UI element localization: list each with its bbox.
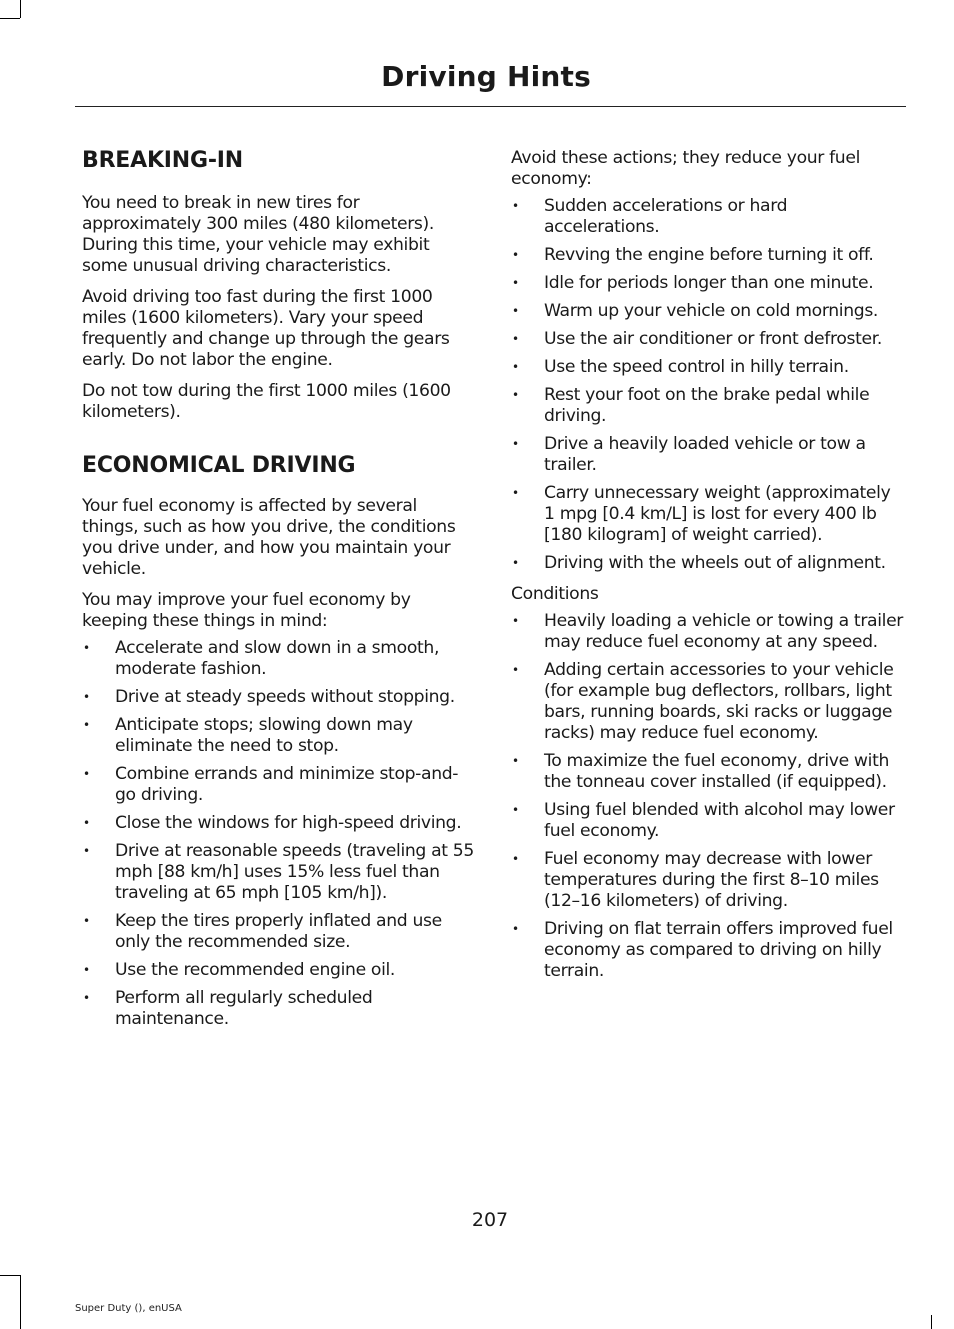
list-item: • Idle for periods longer than one minute. xyxy=(512,273,874,293)
list-item: • Heavily loading a vehicle or towing a trailer may reduce fuel economy at any speed. xyxy=(512,611,904,652)
crop-mark xyxy=(0,18,20,19)
list-item: • Accelerate and slow down in a smooth, moderate fashion. xyxy=(83,638,440,679)
list-item: • Adding certain accessories to your vehicle (for example bug deflectors, rollbars, light bars, running boards, ski racks or luggage racks) may reduce fuel economy. xyxy=(512,660,894,743)
list-item: • Using fuel blended with alcohol may lower fuel economy. xyxy=(512,800,895,841)
breaking-in-heading: BREAKING-IN xyxy=(82,148,243,173)
bullet-icon: • xyxy=(512,332,519,346)
breaking-in-paragraph: Do not tow during the first 1000 miles (1600 kilometers). xyxy=(82,381,451,422)
conditions-label: Conditions xyxy=(511,584,599,604)
bullet-icon: • xyxy=(512,556,519,570)
list-item: • Use the air conditioner or front defroster. xyxy=(512,329,882,349)
document-id: Super Duty (), enUSA xyxy=(75,1303,182,1314)
list-item: • Anticipate stops; slowing down may eliminate the need to stop. xyxy=(83,715,413,756)
bullet-icon: • xyxy=(512,360,519,374)
bullet-icon: • xyxy=(83,991,90,1005)
list-item: • Close the windows for high-speed driving. xyxy=(83,813,462,833)
bullet-icon: • xyxy=(512,199,519,213)
right-column xyxy=(511,148,906,992)
crop-mark xyxy=(20,1275,21,1329)
list-item: • Driving with the wheels out of alignment. xyxy=(512,553,886,573)
breaking-in-paragraph: You need to break in new tires for approximately 300 miles (480 kilometers). During this time, your vehicle may exhibit some unusual driving characteristics. xyxy=(82,193,434,276)
economical-driving-heading: ECONOMICAL DRIVING xyxy=(82,453,356,478)
list-item: • Rest your foot on the brake pedal while driving. xyxy=(512,385,870,426)
economical-paragraph: Your fuel economy is affected by several things, such as how you drive, the conditions you drive under, and how you maintain your vehicle. xyxy=(82,496,456,579)
page-header xyxy=(75,58,906,107)
bullet-icon: • xyxy=(512,486,519,500)
crop-mark xyxy=(0,1275,20,1276)
list-item: • Combine errands and minimize stop-and-go driving. xyxy=(83,764,459,805)
bullet-icon: • xyxy=(512,388,519,402)
bullet-icon: • xyxy=(512,248,519,262)
bullet-icon: • xyxy=(83,641,90,655)
list-item: • Driving on flat terrain offers improved fuel economy as compared to driving on hilly terrain. xyxy=(512,919,893,981)
bullet-icon: • xyxy=(512,614,519,628)
crop-mark xyxy=(931,1315,932,1329)
list-item: • Revving the engine before turning it off. xyxy=(512,245,874,265)
bullet-icon: • xyxy=(83,963,90,977)
avoid-list xyxy=(511,196,906,574)
bullet-icon: • xyxy=(83,690,90,704)
list-item: • Drive a heavily loaded vehicle or tow a trailer. xyxy=(512,434,866,475)
bullet-icon: • xyxy=(83,914,90,928)
list-item: • Fuel economy may decrease with lower temperatures during the first 8–10 miles (12–16 kilometers) of driving. xyxy=(512,849,879,911)
conditions-list xyxy=(511,611,906,982)
bullet-icon: • xyxy=(512,663,519,677)
list-item: • Carry unnecessary weight (approximately 1 mpg [0.4 km/L] is lost for every 400 lb [180 kilogram] of weight carried). xyxy=(512,483,891,545)
bullet-icon: • xyxy=(512,922,519,936)
list-item: • To maximize the fuel economy, drive with the tonneau cover installed (if equipped). xyxy=(512,751,889,792)
list-item: • Warm up your vehicle on cold mornings. xyxy=(512,301,879,321)
list-item: • Drive at steady speeds without stopping. xyxy=(83,687,455,707)
list-item: • Use the speed control in hilly terrain. xyxy=(512,357,849,377)
bullet-icon: • xyxy=(512,276,519,290)
list-item: • Sudden accelerations or hard accelerations. xyxy=(512,196,788,237)
bullet-icon: • xyxy=(512,803,519,817)
bullet-icon: • xyxy=(512,754,519,768)
page-number: 207 xyxy=(471,1209,509,1231)
list-item: • Keep the tires properly inflated and use only the recommended size. xyxy=(83,911,442,952)
bullet-icon: • xyxy=(83,767,90,781)
crop-mark xyxy=(20,0,21,18)
left-column xyxy=(82,140,477,1040)
list-item: • Use the recommended engine oil. xyxy=(83,960,396,980)
page-title: Driving Hints xyxy=(381,60,591,93)
bullet-icon: • xyxy=(512,437,519,451)
breaking-in-paragraph: Avoid driving too fast during the first 1000 miles (1600 kilometers). Vary your speed frequently and change up through the gears early. Do not labor the engine. xyxy=(82,287,450,370)
list-item: • Perform all regularly scheduled maintenance. xyxy=(83,988,373,1029)
bullet-icon: • xyxy=(83,816,90,830)
bullet-icon: • xyxy=(512,304,519,318)
list-item: • Drive at reasonable speeds (traveling at 55 mph [88 km/h] uses 15% less fuel than traveling at 65 mph [105 km/h]). xyxy=(83,841,474,903)
bullet-icon: • xyxy=(83,844,90,858)
bullet-icon: • xyxy=(512,852,519,866)
economical-paragraph: You may improve your fuel economy by keeping these things in mind: xyxy=(82,590,411,631)
bullet-icon: • xyxy=(83,718,90,732)
improve-list xyxy=(82,638,477,1030)
avoid-intro: Avoid these actions; they reduce your fuel economy: xyxy=(511,148,860,189)
